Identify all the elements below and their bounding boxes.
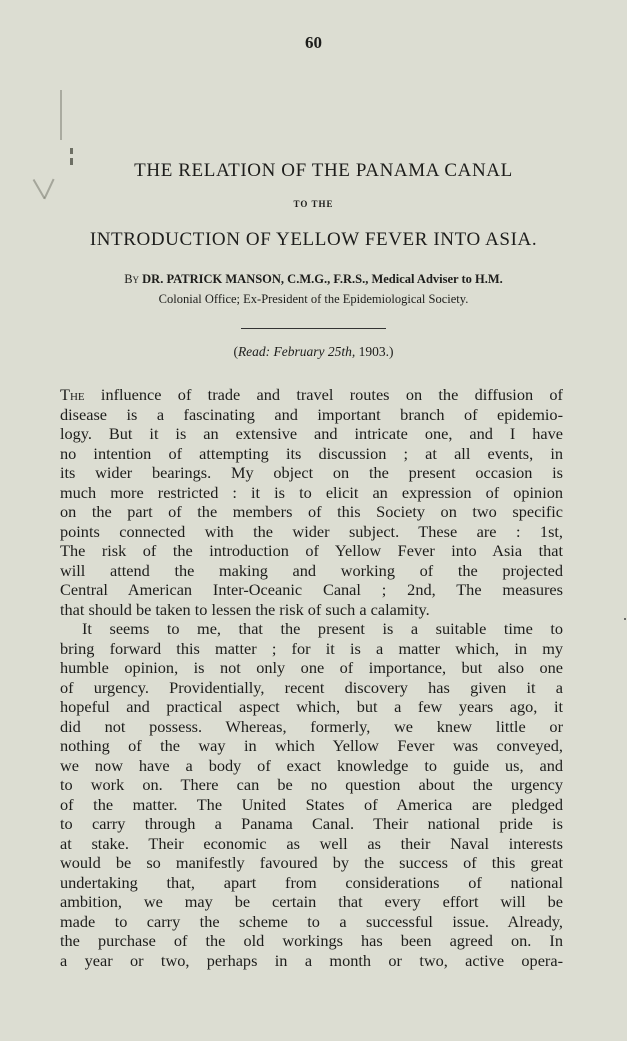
title-line-2: TO THE (293, 199, 334, 209)
title-line-3: INTRODUCTION OF YELLOW FEVER INTO ASIA. (89, 229, 538, 250)
text-line: humble opinion, is not only one of importance, but also one (60, 658, 563, 677)
margin-mark (70, 148, 73, 154)
text-line: the purchase of the old workings has been agreed on. In (60, 931, 563, 950)
text-line: bring forward this matter ; for it is a matter which, in my (60, 638, 563, 658)
text-line: at stake. Their economic as well as their Naval interests (60, 833, 563, 853)
read-note-open: ( (233, 344, 238, 359)
text-line: disease is a fascinating and important branch of epidemio- (60, 404, 563, 424)
text-line: its wider bearings. My object on the present occasion is (60, 463, 563, 482)
text-line: to work on. There can be no question about the urgency (60, 775, 563, 794)
read-note-date: February 25th, (273, 344, 356, 359)
text-line: of the matter. The United States of America are pledged (60, 794, 563, 814)
text-line: logy. But it is an extensive and intricate one, and I have (60, 424, 563, 443)
text-line: of urgency. Providentially, recent discovery has given it a (60, 677, 563, 697)
title-line-1: THE RELATION OF THE PANAMA CANAL (134, 160, 513, 181)
text-line: will attend the making and working of the projected (60, 560, 563, 580)
text-line: to carry through a Panama Canal. Their national pride is (60, 814, 563, 833)
body-text (60, 385, 563, 970)
page-number: 60 (305, 33, 322, 52)
paragraph-lead: The (60, 385, 85, 404)
read-note-read: Read: (237, 344, 271, 359)
text-line: hopeful and practical aspect which, but a few years ago, it (60, 697, 563, 716)
text-line: much more restricted : it is to elicit an expression of opinion (60, 482, 563, 502)
byline-line-2: Colonial Office; Ex-President of the Epidemiological Society. (158, 292, 469, 306)
text-line: would be so manifestly favoured by the success of this great (60, 853, 563, 872)
text-line: that should be taken to lessen the risk of such a calamity. (60, 599, 430, 619)
text-line: It seems to me, that the present is a suitable time to (82, 619, 563, 638)
text-line (60, 385, 563, 405)
text-line: did not possess. Whereas, formerly, we knew little or (60, 716, 563, 736)
byline (60, 269, 567, 309)
text-line: The risk of the introduction of Yellow Fever into Asia that (60, 541, 563, 560)
byline-by: By (124, 272, 140, 286)
text-line: nothing of the way in which Yellow Fever was conveyed, (60, 736, 563, 755)
text-line: made to carry the scheme to a successful issue. Already, (60, 911, 563, 931)
byline-author: DR. PATRICK MANSON, C.M.G., F.R.S., Medical Adviser to H.M. (142, 272, 503, 286)
read-note (0, 344, 627, 360)
divider-rule (241, 328, 386, 329)
text-line: on the part of the members of this Society on two specific (60, 502, 563, 521)
text-line: Central American Inter-Oceanic Canal ; 2nd, The measures (60, 580, 563, 599)
text-line: we now have a body of exact knowledge to guide us, and (60, 755, 563, 775)
text-line: points connected with the wider subject. These are : 1st, (60, 521, 563, 541)
byline-line-1 (60, 269, 567, 289)
text-line: ambition, we may be certain that every effort will be (60, 892, 563, 911)
margin-dot (624, 618, 626, 620)
text-line: undertaking that, apart from considerations of national (60, 872, 563, 892)
read-note-year: 1903.) (358, 344, 394, 359)
text-line: a year or two, perhaps in a month or two, active opera- (60, 950, 563, 970)
text-line: no intention of attempting its discussion ; at all events, in (60, 443, 563, 463)
margin-mark (60, 90, 62, 140)
text-line-content: influence of trade and travel routes on the diffusion of (100, 385, 563, 404)
